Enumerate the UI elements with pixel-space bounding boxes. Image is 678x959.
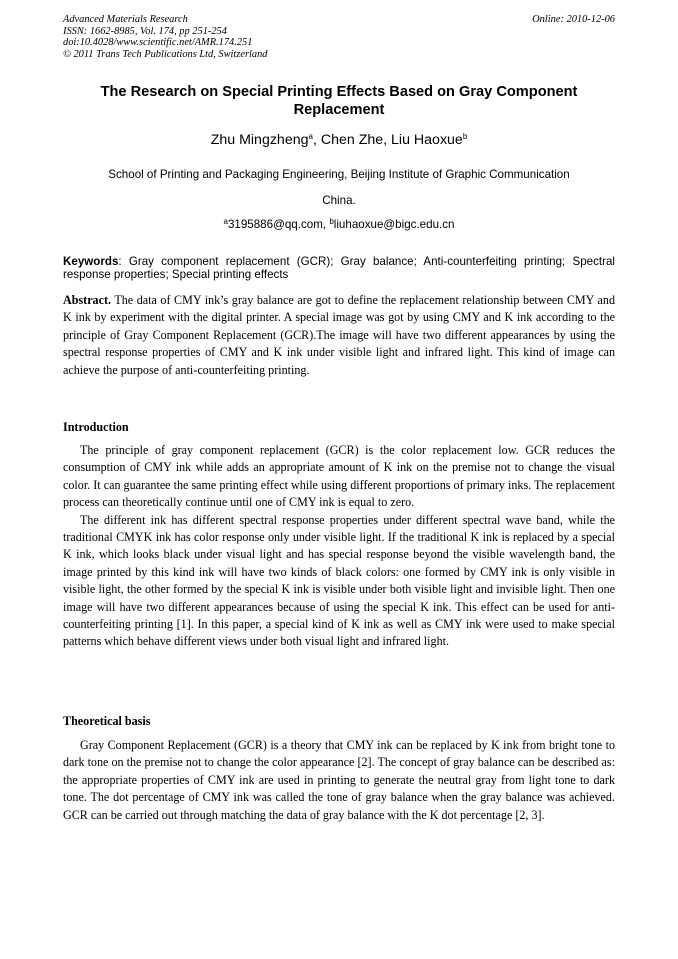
online-date: Online: 2010-12-06: [532, 14, 615, 25]
paragraph: The principle of gray component replacement (GCR) is the color replacement low. GCR reduces the consumption of CMY ink while adds an appropriate amount of K ink on the premise not to change the visual color. It can guarantee the same printing effect while using different proportions of primary inks. The replacement process can theoretically continue until one of CMY ink is equal to zero.: [63, 443, 615, 510]
email-address[interactable]: 3195886@qq.com: [227, 218, 323, 231]
section-heading-theoretical-basis: Theoretical basis: [63, 714, 151, 728]
issn-line: ISSN: 1662-8985, Vol. 174, pp 251-254: [63, 25, 227, 37]
paper-title: The Research on Special Printing Effects Based on Gray Component Replacement: [100, 84, 578, 118]
copyright-line: © 2011 Trans Tech Publications Ltd, Switzerland: [63, 48, 268, 60]
email-address[interactable]: liuhaoxue@bigc.edu.cn: [333, 218, 455, 231]
separator: ,: [312, 132, 321, 148]
separator: ,: [383, 132, 392, 148]
author-emails: [63, 218, 615, 232]
author-list: [63, 131, 615, 149]
author-affil-mark: b: [462, 132, 468, 141]
section-heading-introduction: Introduction: [63, 420, 129, 434]
author-name: Chen Zhe: [320, 132, 384, 148]
email-mark: a: [223, 217, 228, 226]
section-theoretical-basis-body: [63, 737, 615, 824]
section-introduction-body: [63, 442, 615, 651]
paragraph: The different ink has different spectral response properties under different spectral wave band, while the traditional CMYK ink has color response only under visible light. If the traditional K ink is replaced by a special K ink, which looks black under visual light and has special response beyond the visible wavelength band, the image printed by this kind ink will have two kinds of black colors: one formed by CMY ink is only visible in visible light, the other formed by the special K ink is visible under both visible light and invisible light. Then one image will have two different appearances because of using the special K ink. This effect can be used for anti-counterfeiting printing [1]. In this paper, a special kind of K ink as well as CMY ink were used to make special patterns which behave different views under both visual light and infrared light.: [63, 512, 615, 649]
journal-name: Advanced Materials Research: [63, 14, 188, 25]
author-name: Liu Haoxue: [391, 132, 463, 148]
affiliation-country: China.: [322, 194, 356, 207]
author-affil-mark: a: [308, 132, 313, 141]
affiliation: School of Printing and Packaging Engineering, Beijing Institute of Graphic Communication: [108, 168, 570, 181]
keywords-label: Keywords: [63, 255, 119, 268]
doi-line: doi:10.4028/www.scientific.net/AMR.174.251: [63, 37, 253, 49]
paragraph: Gray Component Replacement (GCR) is a theory that CMY ink can be replaced by K ink from bright tone to dark tone on the premise not to change the color appearance [2]. The concept of gray balance can be described as: the appropriate properties of CMY ink are used in printing to generate the neutral gray from light tone to dark tone. The dot percentage of CMY ink was called the tone of gray balance when the gray balance was achieved. GCR can be carried out through matching the data of gray balance with the K dot percentage [2, 3].: [63, 738, 615, 822]
abstract: [63, 292, 615, 379]
journal-header: [63, 14, 267, 60]
email-mark: b: [329, 217, 334, 226]
separator: ,: [322, 218, 330, 231]
abstract-label: Abstract.: [63, 293, 112, 307]
abstract-text: The data of CMY ink’s gray balance are got to define the replacement relationship between CMY and K ink by experiment with the digital printer. A special image was got by using CMY and K ink according to the principle of Gray Component Replacement (GCR).The image will have two different appearances by using the spectral response properties of CMY and K ink under visible light and infrared light. This kind of image can achieve the purpose of anti-counterfeiting printing.: [63, 293, 615, 377]
keywords: [63, 255, 615, 281]
author-name: Zhu Mingzheng: [210, 132, 309, 148]
keywords-text: : Gray component replacement (GCR); Gray balance; Anti-counterfeiting printing; Spectral response properties; Special printing effects: [63, 255, 615, 282]
